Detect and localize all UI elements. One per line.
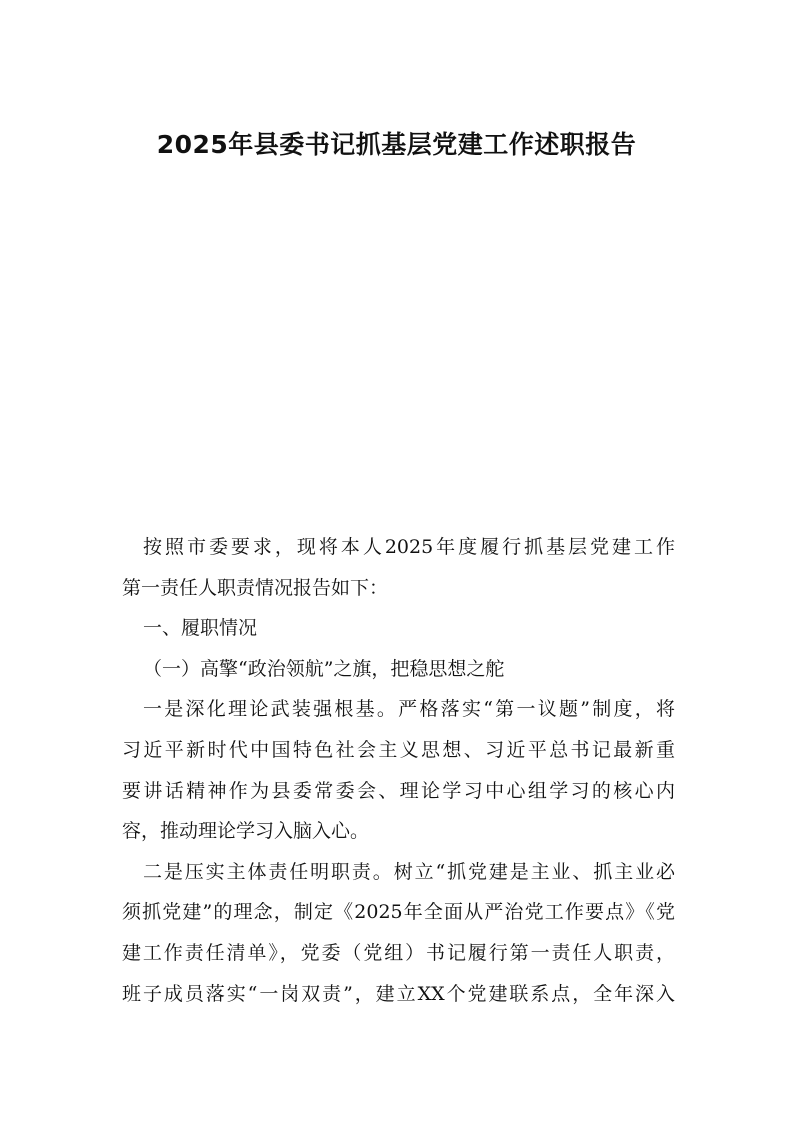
paragraph-line: 习近平新时代中国特色社会主义思想、习近平总书记最新重 bbox=[122, 738, 675, 761]
paragraph-line: 二是压实主体责任明职责。树立“抓党建是主业、抓主业必 bbox=[143, 860, 675, 883]
paragraph-line: 第一责任人职责情况报告如下： bbox=[122, 576, 389, 599]
section-heading: 一、履职情况 bbox=[143, 617, 258, 640]
paragraph-line: 班子成员落实“一岗双责”，建立XX个党建联系点，全年深入 bbox=[122, 982, 675, 1005]
paragraph-line: 须抓党建”的理念，制定《2025年全面从严治党工作要点》《党 bbox=[122, 901, 675, 924]
paragraph-line: 要讲话精神作为县委常委会、理论学习中心组学习的核心内 bbox=[122, 779, 675, 802]
paragraph-line: 一是深化理论武装强根基。严格落实“第一议题”制度，将 bbox=[143, 698, 675, 721]
paragraph-line: 建工作责任清单》，党委（党组）书记履行第一责任人职责， bbox=[122, 941, 675, 964]
paragraph-line: 按照市委要求，现将本人2025年度履行抓基层党建工作 bbox=[143, 536, 675, 558]
paragraph-line: 容，推动理论学习入脑入心。 bbox=[122, 820, 370, 843]
document-title: 2025年县委书记抓基层党建工作述职报告 bbox=[156, 130, 637, 159]
subsection-heading: （一）高擎“政治领航”之旗，把稳思想之舵 bbox=[143, 657, 505, 680]
document-body bbox=[122, 527, 675, 1014]
